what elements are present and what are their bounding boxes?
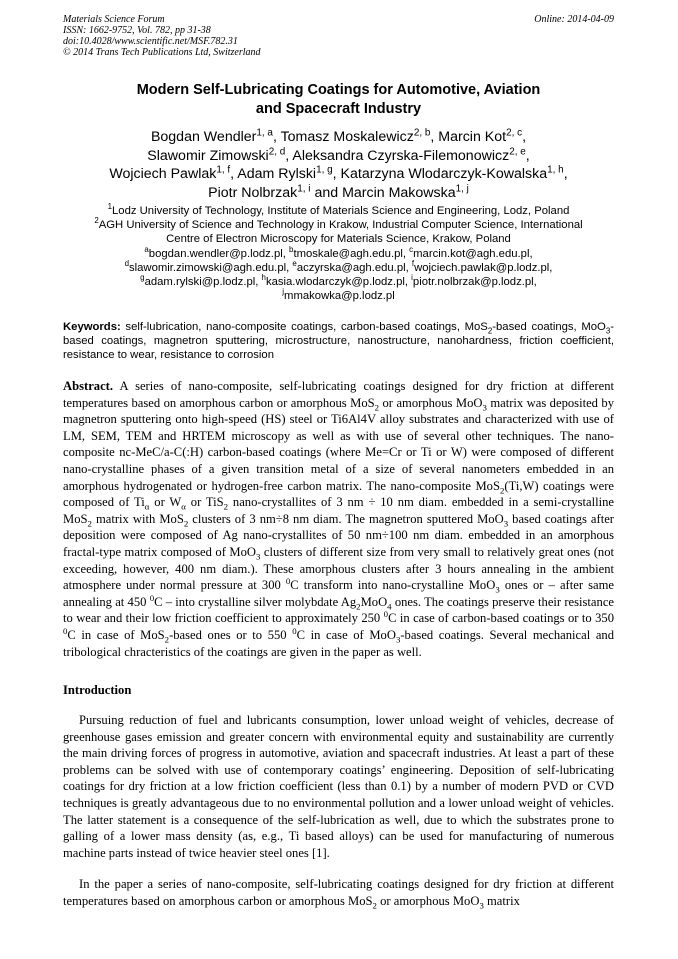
email-key: c: [409, 244, 414, 254]
email-key: a: [144, 244, 149, 254]
author-sup: 1, h: [547, 164, 564, 176]
email-key: h: [261, 273, 266, 283]
affiliation-number: 1: [107, 202, 113, 212]
journal-header: [63, 14, 261, 58]
keywords-text: -based coatings, MoO: [492, 321, 606, 333]
author-sup: 2, d: [268, 145, 286, 157]
abstract-sup: 0: [63, 625, 68, 636]
author-sep: and: [310, 184, 343, 201]
abstract-sub: 3: [482, 402, 487, 413]
intro-text: matrix: [483, 893, 520, 908]
affiliation-2-cont: Centre of Electron Microscopy for Materials Science, Krakow, Poland: [166, 233, 511, 246]
keywords-text: -based coatings, magnetron sputtering, microstructure, nanostructure, nanohardness, friction coefficient, resistance to wear, resistance to corrosion: [63, 321, 615, 361]
abstract-text: or W: [149, 495, 182, 510]
author-name: Marcin Makowska: [342, 184, 456, 201]
abstract-text: C – into crystalline silver molybdate Ag: [154, 594, 357, 609]
email-line: [63, 289, 614, 303]
abstract: [63, 378, 614, 660]
abstract-text: or amorphous MoO: [379, 395, 483, 410]
keywords-label: Keywords:: [63, 321, 121, 333]
abstract-sub: 3: [495, 584, 500, 595]
author-name: Tomasz Moskalewicz: [280, 129, 414, 145]
email-link[interactable]: mmakowka@p.lodz.pl: [284, 290, 395, 303]
title-line-2: and Spacecraft Industry: [255, 101, 422, 117]
abstract-text: C in case of carbon-based coatings or to 350: [388, 611, 614, 626]
email-link[interactable]: aczyrska@agh.edu.pl: [296, 261, 406, 274]
author-name: Slawomir Zimowski: [147, 147, 269, 164]
author-sup: 1, g: [316, 164, 333, 176]
email-link[interactable]: adam.rylski@p.lodz.pl: [144, 276, 256, 289]
abstract-text: clusters of 3 nm÷8 nm diam. The magnetron sputtered MoO: [188, 511, 504, 526]
author-line: [63, 184, 614, 203]
keywords-sub: 2: [487, 326, 493, 336]
affiliation-2: [63, 218, 614, 232]
author-sup: 2, e: [509, 145, 526, 157]
abstract-body: [63, 379, 614, 659]
author-sup: 2, b: [413, 127, 431, 139]
author-sep: ,: [563, 166, 568, 182]
email-line: $^a$bogdan.wendler@p.lodz.pl, $^b$tmoskale@agh.edu.pl, $^c$marcin.kot@agh.edu.pl,: [144, 244, 533, 260]
abstract-sub: 2: [374, 402, 380, 413]
affiliation-text: Lodz University of Technology, Institute of Materials Science and Engineering, Lodz, Poland: [112, 205, 570, 217]
abstract-sub: 4: [387, 601, 392, 612]
author-sep: ,: [332, 166, 341, 182]
abstract-text: or TiS: [185, 495, 224, 510]
abstract-sup: 0: [285, 575, 291, 586]
abstract-text: MoO: [360, 594, 388, 609]
author-name: Aleksandra Czyrska-Filemonowicz: [292, 147, 510, 164]
abstract-sub: 2: [499, 485, 505, 496]
author-sup: 1, i: [297, 182, 311, 194]
abstract-text: C transform into nano-crystalline MoO: [290, 578, 496, 593]
abstract-sup: 0: [292, 625, 297, 636]
affiliations: [63, 204, 614, 303]
author-name: Wojciech Pawlak: [109, 166, 217, 182]
intro-text: or amorphous MoO: [376, 893, 480, 908]
abstract-sub: 2: [87, 518, 92, 529]
journal-doi: doi:10.4028/www.scientific.net/MSF.782.31: [63, 36, 238, 47]
abstract-text: C in case of MoO: [296, 627, 396, 642]
author-sep: ,: [272, 129, 281, 145]
abstract-text: A series of nano-composite, self-lubricating coatings designed for dry friction at different temperatures based on amorphous carbon or amorphous MoS: [63, 379, 614, 410]
author-sep: ,: [285, 147, 293, 164]
email-key: f: [411, 259, 415, 269]
email-link[interactable]: marcin.kot@agh.edu.pl: [413, 247, 530, 260]
abstract-text: ones or – after same annealing at 450: [63, 578, 614, 609]
abstract-sub: 3: [395, 634, 401, 645]
abstract-sub: 3: [256, 551, 261, 562]
author-sup: 1, a: [256, 127, 273, 139]
section-heading: Introduction: [63, 683, 132, 697]
author-list: [63, 128, 614, 202]
abstract-text: -based coatings. Several mechanical and tribological chracteristics of the coatings are given in the paper as well.: [63, 627, 614, 659]
email-key: j: [282, 287, 285, 297]
abstract-sub: α: [181, 501, 186, 512]
author-name: Marcin Kot: [438, 129, 507, 145]
author-sep: ,: [525, 147, 530, 164]
author-sep: ,: [430, 129, 439, 145]
keywords-text: self-lubrication, nano-composite coatings, carbon-based coatings, MoS: [120, 321, 488, 333]
abstract-text: nano-crystallites of 3 nm ÷ 10 nm diam. embedded in a semi-crystalline MoS: [63, 495, 614, 526]
abstract-label: Abstract.: [63, 379, 114, 393]
journal-copyright: © 2014 Trans Tech Publications Ltd, Switzerland: [63, 47, 261, 58]
affiliation-text: AGH University of Science and Technology in Krakow, Industrial Computer Science, International: [98, 219, 583, 232]
abstract-sub: 2: [356, 601, 361, 612]
abstract-text: C in case of MoS: [67, 627, 165, 642]
email-line: $^g$adam.rylski@p.lodz.pl, $^h$kasia.wlodarczyk@p.lodz.pl, $^i$piotr.nolbrzak@p.lodz.pl,: [140, 273, 537, 289]
intro-sub: 2: [372, 900, 377, 911]
email-link[interactable]: bogdan.wendler@p.lodz.pl: [148, 247, 283, 260]
abstract-sub: 2: [164, 634, 170, 645]
email-key: b: [289, 244, 294, 254]
abstract-text: ones. The coatings preserve their resistance to wear and their low friction coefficient to approximately 250: [63, 594, 614, 626]
affiliation-1: [63, 204, 614, 218]
intro-paragraph-2: [63, 876, 614, 909]
email-key: e: [292, 259, 297, 269]
abstract-text: clusters of different size from very small to relatively great ones (not exceeding, however, 400 nm diam.). These amorphous clusters after 3 hours annealing in the ambient atmosphere under normal pressure at 300: [63, 544, 614, 593]
email-link[interactable]: tmoskale@agh.edu.pl: [293, 247, 403, 260]
author-sep: ,: [522, 129, 527, 145]
email-link[interactable]: wojciech.pawlak@p.lodz.pl: [414, 261, 550, 274]
paper-title: [63, 81, 614, 119]
author-name: Piotr Nolbrzak: [208, 184, 298, 201]
affiliation-number: 2: [94, 216, 99, 226]
abstract-sup: 0: [149, 592, 155, 603]
intro-paragraph-1: Pursuing reduction of fuel and lubricants consumption, lower unload weight of vehicles, decrease of greenhouse gases emission and greater concern with environmental equity and sustainability are currently the main driving forces of progress in automotive, aviation and spacecraft industries. At least a part of these problems can be solved with use of contemporary coatings’ engineering. Deposition of self-lubricating coatings for dry friction at a low friction coefficient (less than 0.1) by a number of modern PVD or CVD techniques is greatly advantageous due to no environmental pollution and a lower unload weight of vehicles. The latter statement is a consequence of the self-lubrication as well, due to which the substrates prone to galling of a lower mass density (as, e.g., Ti based alloys) can be used for manufacturing of numerous machine parts instead of twice heavier steel ones [1].: [63, 713, 614, 860]
abstract-sub: α: [144, 501, 150, 512]
keywords: [63, 320, 614, 362]
email-key: i: [411, 273, 413, 283]
title-line-1: Modern Self-Lubricating Coatings for Automotive, Aviation: [136, 82, 541, 98]
author-sup: 2, c: [506, 127, 523, 139]
journal-issn: ISSN: 1662-9752, Vol. 782, pp 31-38: [63, 25, 211, 36]
abstract-sup: 0: [383, 609, 389, 620]
abstract-sub: 3: [503, 518, 509, 529]
intro-sub: 3: [479, 900, 484, 911]
email-link[interactable]: piotr.nolbrzak@p.lodz.pl: [412, 276, 534, 289]
abstract-text: (Ti,W) coatings were composed of Ti: [63, 478, 614, 510]
author-line: [63, 147, 614, 166]
email-key: d: [124, 259, 129, 269]
author-sep: ,: [230, 166, 238, 182]
email-line: $^d$slawomir.zimowski@agh.edu.pl, $^e$aczyrska@agh.edu.pl, $^f$wojciech.pawlak@p.lodz.pl,: [124, 259, 553, 274]
author-name: Katarzyna Wlodarczyk-Kowalska: [340, 166, 548, 182]
abstract-sub: 2: [183, 518, 189, 529]
email-key: g: [140, 273, 145, 283]
abstract-sub: 2: [223, 501, 229, 512]
email-link[interactable]: slawomir.zimowski@agh.edu.pl: [128, 261, 287, 274]
author-line: [63, 165, 614, 184]
abstract-text: -based ones or to 550: [169, 627, 293, 642]
abstract-text: matrix with MoS: [91, 511, 184, 526]
journal-name: Materials Science Forum: [63, 14, 165, 25]
author-name: Bogdan Wendler: [150, 129, 257, 145]
abstract-text: matrix was deposited by magnetron sputtering onto high-speed (HS) steel or Ti6Al4V alloy substrates and characterized with use of LM, SEM, TEM and HRTEM microscopy as well as with use of several other techniques. The nano-composite nc-MeC/a-C(:H) carbon-based coatings (where Me=Cr or Ti or W) were composed of different nano-crystalline phases of a given transition metal of a size of several nanometers embedded in an amorphous hydrogenated or hydrogen-free carbon matrix. The nano-composite MoS: [63, 395, 614, 493]
author-sup: 1, f: [216, 164, 231, 176]
author-line: [63, 128, 614, 147]
author-sup: 1, j: [455, 182, 469, 194]
author-name: Adam Rylski: [237, 166, 317, 182]
email-link[interactable]: kasia.wlodarczyk@p.lodz.pl: [265, 276, 405, 289]
abstract-text: based coatings after deposition were composed of Ag nano-crystallites of 50 nm÷100 nm diam. embedded in an amorphous fractal-type matrix composed of MoO: [63, 511, 614, 559]
intro-text: In the paper a series of nano-composite, self-lubricating coatings designed for dry friction at different temperatures based on amorphous carbon or amorphous MoS: [63, 877, 614, 908]
online-date: Online: 2014-04-09: [534, 14, 614, 25]
keywords-sub: 3: [605, 326, 611, 336]
